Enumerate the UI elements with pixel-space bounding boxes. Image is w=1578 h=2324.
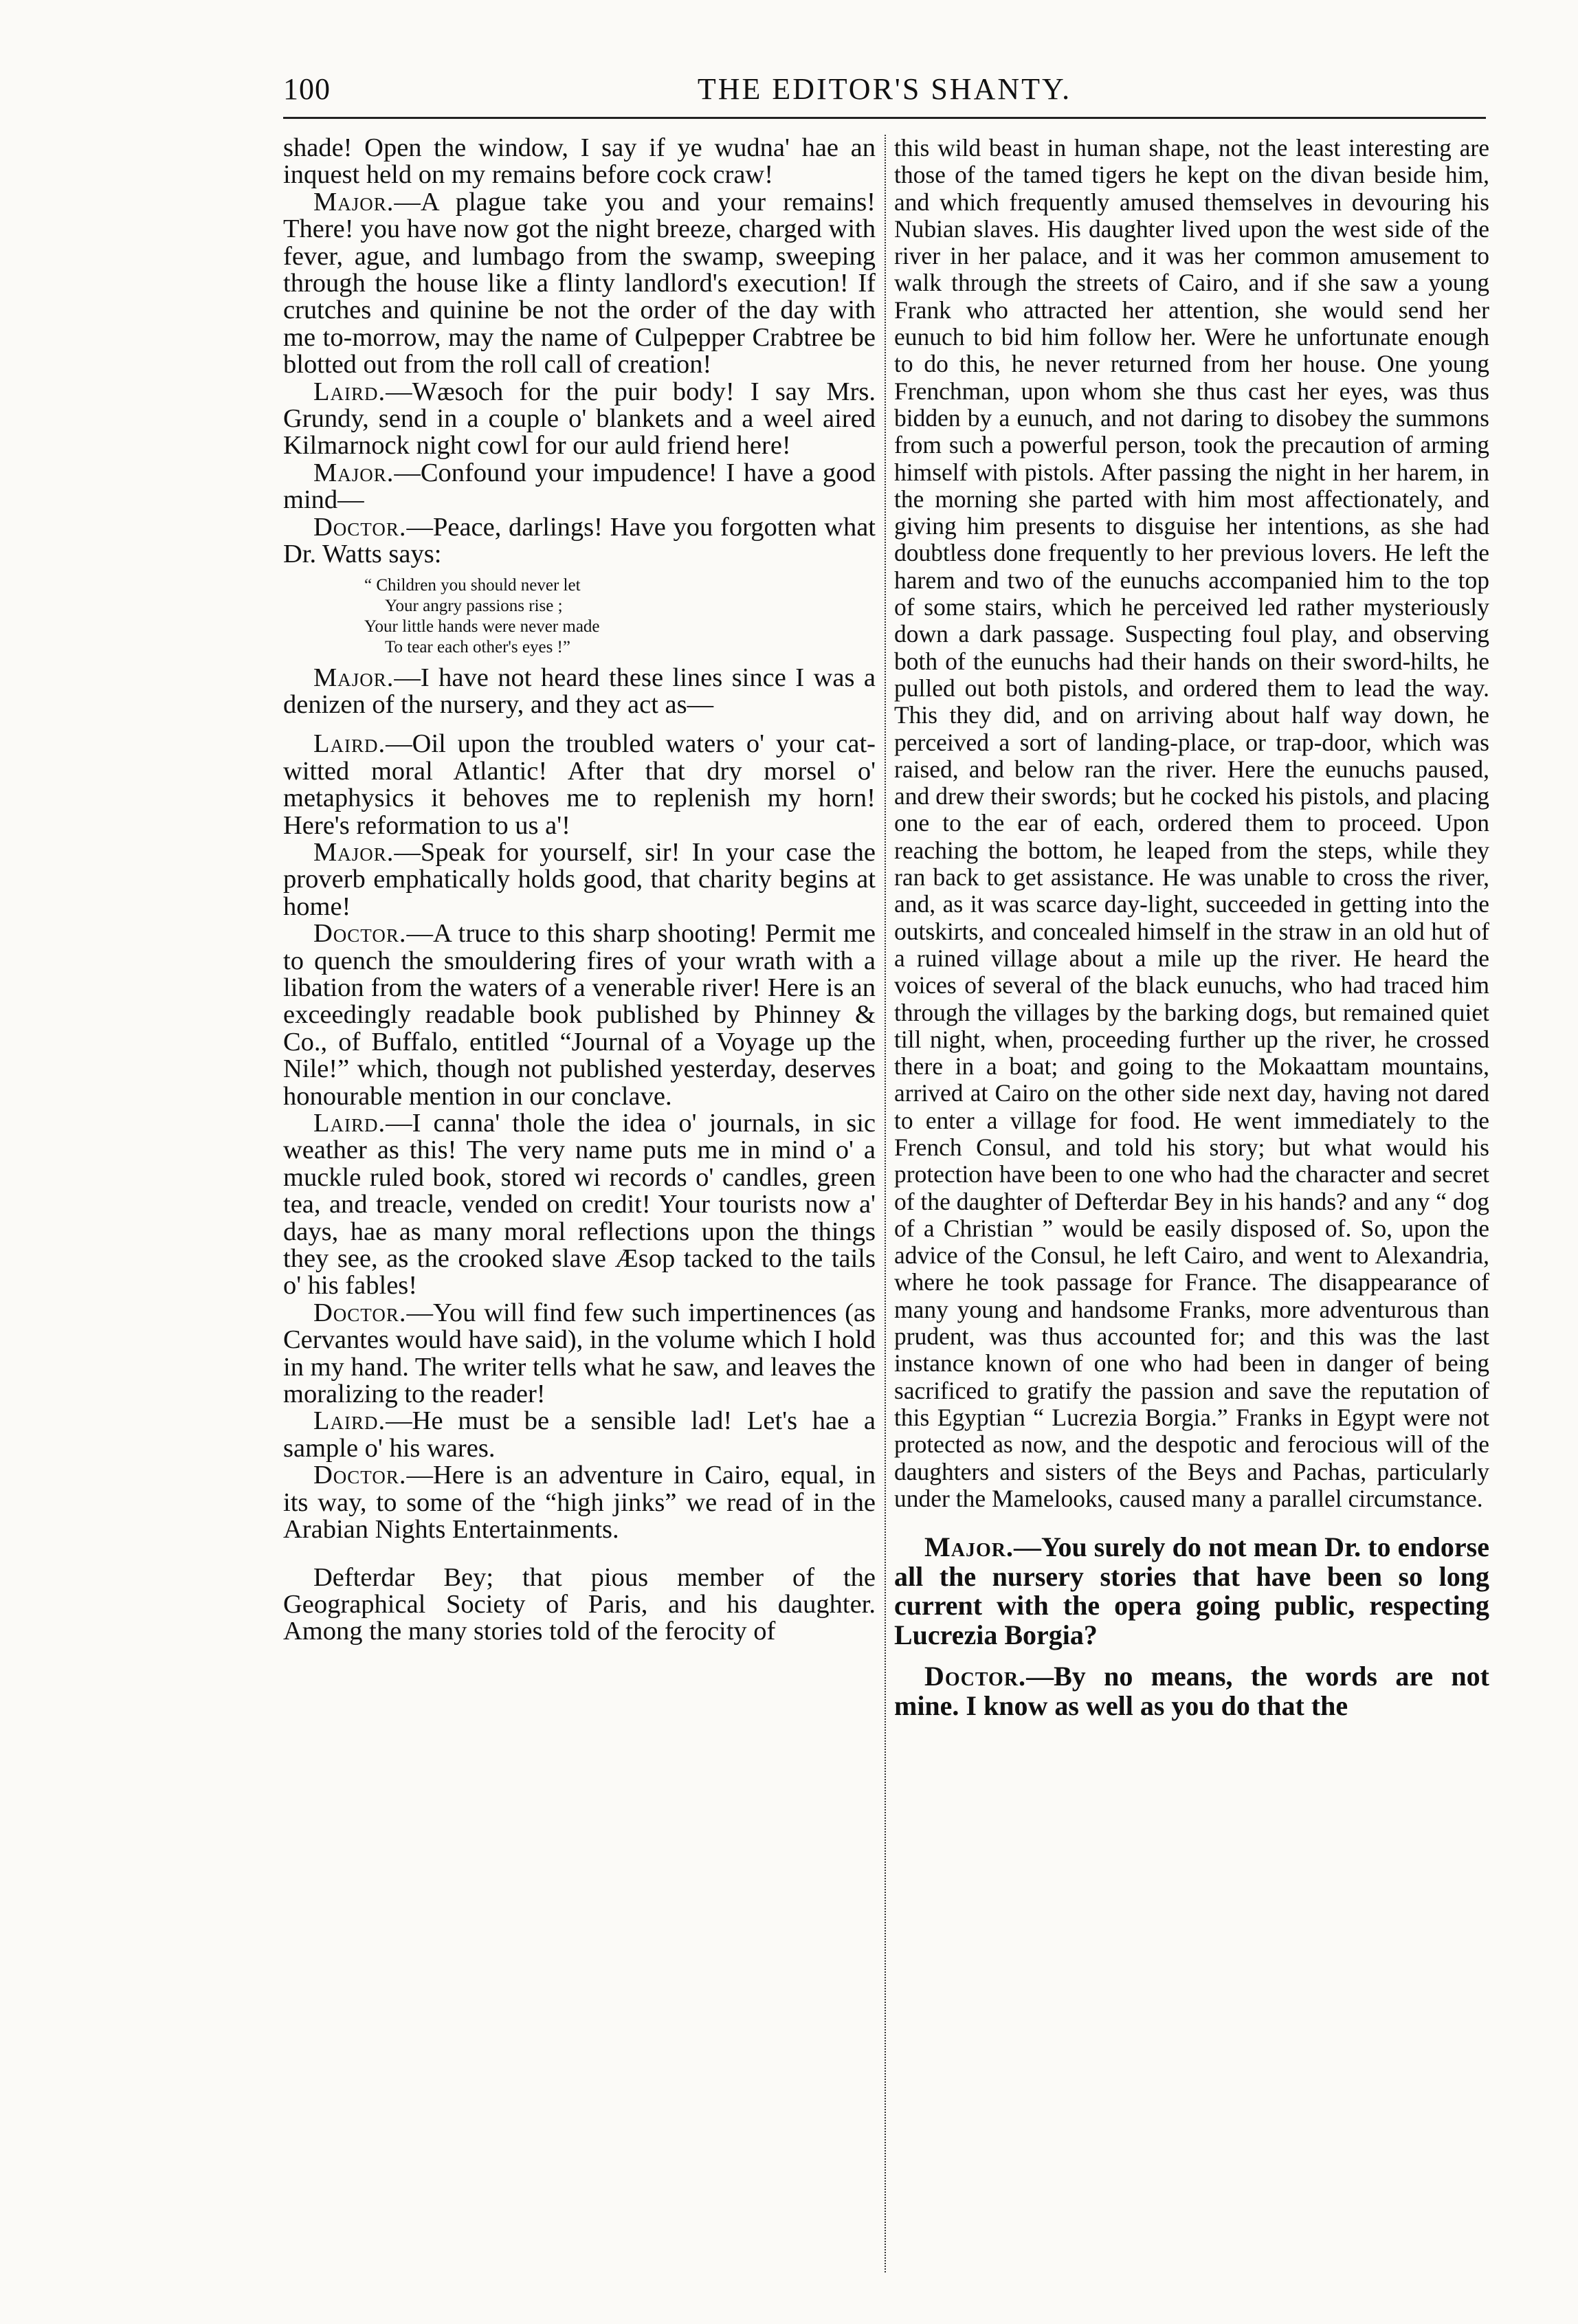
paragraph: Major.—Confound your impudence! I have a good mind— — [283, 458, 876, 515]
speaker-name: Laird. — [313, 1406, 386, 1436]
paragraph: Laird.—He must be a sensible lad! Let's hae a sample o' his wares. — [283, 1406, 876, 1463]
speaker-name: Major. — [313, 837, 394, 867]
speaker-name: Doctor. — [313, 512, 407, 542]
paragraph: this wild beast in human shape, not the least interesting are those of the tamed tigers he kept on the divan beside him, and which frequently amused themselves in devouring his Nubian slaves. His daughter lived upon the west side of the river in her palace, and it was her common amusement to walk through the streets of Cairo, and if she saw a young Frank who attracted her attention, she would send her eunuch to bid him follow her. Were he unfortunate enough to do this, he never returned from her house. One young Frenchman, upon whom she thus cast her eyes, was thus bidden by a eunuch, and not daring to disobey the summons from such a powerful person, took the precaution of arming himself with pistols. After passing the night in her harem, in the morning she parted with him most affectionately, and giving him presents to disguise her intentions, as she had doubtless done frequently to her previous lovers. He left the harem and two of the eunuchs accompanied him to the top of some stairs, which he perceived led rather mysteriously down a dark passage. Suspecting foul play, and observing both of the eunuchs had their hands on their sword-hilts, he pulled out both pistols, and ordered them to lead the way. This they did, and on arriving about half way down, he perceived a sort of landing-place, or trap-door, which was raised, and below ran the river. Here the eunuchs paused, and drew their swords; but he cocked his pistols, and placing one to the ear of each, ordered them to proceed. Upon reaching the bottom, he leaped from the steps, while they ran back to get assistance. He was unable to cross the river, and, as it was scarce day-light, succeeded in getting into the outskirts, and concealed himself in the straw in an old hut of a ruined village about a mile up the river. He heard the voices of several of the black eunuchs, who had traced him through the villages by the barking dogs, but remained quiet till night, when, proceeding further up the river, he crossed there in a boat; and going to the Mokaattam mountains, arrived at Cairo on the other side next day, having not dared to enter a village for food. He went immediately to the French Consul, and told his story; but what would his protection have been to one who had the character and secret of the daughter of Defterdar Bey in his hands? and any “ dog of a Christian ” would be easily disposed of. So, upon the advice of the Consul, he left Cairo, and went to Alexandria, where he took passage for France. The disappearance of many young and handsome Franks, more adventurous than prudent, was thus accounted for; and this was the last instance known of one who had been in danger of being sacrificed to gratify the passion and save the reputation of this Egyptian “ Lucrezia Borgia.” Franks in Egypt were not protected as now, and the despotic and ferocious will of the daughters and sisters of the Beys and Pachas, particularly under the Mamelooks, caused many a parallel circumstance. — [894, 135, 1489, 1512]
verse-line: Your angry passions rise ; — [385, 596, 563, 615]
paragraph: shade! Open the window, I say if ye wudna' hae an inquest held on my remains before cock craw! — [283, 135, 876, 190]
running-title: THE EDITOR'S SHANTY. — [697, 72, 1072, 106]
verse-line: To tear each other's eyes !” — [385, 637, 570, 656]
left-column — [283, 135, 876, 2272]
speaker-name: Doctor. — [313, 919, 407, 949]
speaker-name: Major. — [313, 187, 394, 217]
paragraph: Major.—You surely do not mean Dr. to endorse all the nursery stories that have been so long current with the opera going public, respecting Lucrezia Borgia? — [894, 1531, 1489, 1650]
verse-line: Your little hands were never made — [364, 617, 600, 636]
speaker-name: Doctor. — [313, 1461, 407, 1490]
speaker-name: Major. — [924, 1531, 1014, 1563]
right-column — [894, 135, 1489, 2272]
paragraph: Doctor.—Peace, darlings! Have you forgotten what Dr. Watts says: — [283, 512, 876, 569]
verse-line: “ Children you should never let — [364, 575, 581, 595]
paragraph: Doctor.—You will find few such impertinences (as Cervantes would have said), in the volume which I hold in my hand. The writer tells what he saw, and leaves the moralizing to the reader! — [283, 1298, 876, 1409]
paragraph: Doctor.—By no means, the words are not mine. I know as well as you do that the — [894, 1661, 1489, 1721]
page-number: 100 — [283, 72, 331, 106]
speaker-name: Doctor. — [924, 1661, 1027, 1692]
paragraph: Major.—I have not heard these lines since I was a denizen of the nursery, and they act as— — [283, 663, 876, 719]
speaker-name: Laird. — [313, 1109, 386, 1138]
column-divider — [885, 135, 886, 2272]
paragraph: Laird.—Wæsoch for the puir body! I say Mrs. Grundy, send in a couple o' blankets and a weel aired Kilmarnock night cowl for our auld friend here! — [283, 377, 876, 461]
paragraph: Doctor.—A truce to this sharp shooting! Permit me to quench the smouldering fires of your wrath with a libation from the waters of a venerable river! Here is an exceedingly readable book published by Phinney & Co., of Buffalo, entitled “Journal of a Voyage up the Nile!” which, though not published yesterday, deserves honourable mention in our conclave. — [283, 919, 876, 1111]
paragraph: Laird.—Oil upon the troubled waters o' your cat-witted moral Atlantic! After that dry morsel o' metaphysics it behoves me to replenish my horn! Here's reformation to us a'! — [283, 729, 876, 840]
speaker-name: Laird. — [313, 377, 386, 406]
speaker-name: Laird. — [313, 729, 386, 759]
paragraph: Major.—Speak for yourself, sir! In your case the proverb emphatically holds good, that charity begins at home! — [283, 837, 876, 921]
speaker-name: Doctor. — [313, 1298, 407, 1327]
paragraph: Major.—A plague take you and your remains! There! you have now got the night breeze, charged with fever, ague, and lumbago from the swamp, sweeping through the house like a flinty landlord's execution! If crutches and quinine be not the order of the day with me to-morrow, may the name of Culpepper Crabtree be blotted out from the roll call of creation! — [283, 187, 876, 379]
speaker-name: Major. — [313, 663, 394, 692]
verse-quote — [283, 575, 876, 658]
page-header — [283, 69, 1486, 119]
paragraph: Laird.—I canna' thole the idea o' journals, in sic weather as this! The very name puts me in mind o' a muckle ruled book, stored wi records o' candles, green tea, and treacle, vended on credit! Your tourists now a' days, hae as many moral reflections upon the things they see, as the crooked slave Æsop tacked to the tails o' his fables! — [283, 1109, 876, 1301]
paragraph: Defterdar Bey; that pious member of the Geographical Society of Paris, and his daughter. Among the many stories told of the ferocity of — [283, 1562, 876, 1646]
paragraph: Doctor.—Here is an adventure in Cairo, equal, in its way, to some of the “high jinks” we read of in the Arabian Nights Entertainments. — [283, 1461, 876, 1545]
speaker-name: Major. — [313, 458, 394, 487]
